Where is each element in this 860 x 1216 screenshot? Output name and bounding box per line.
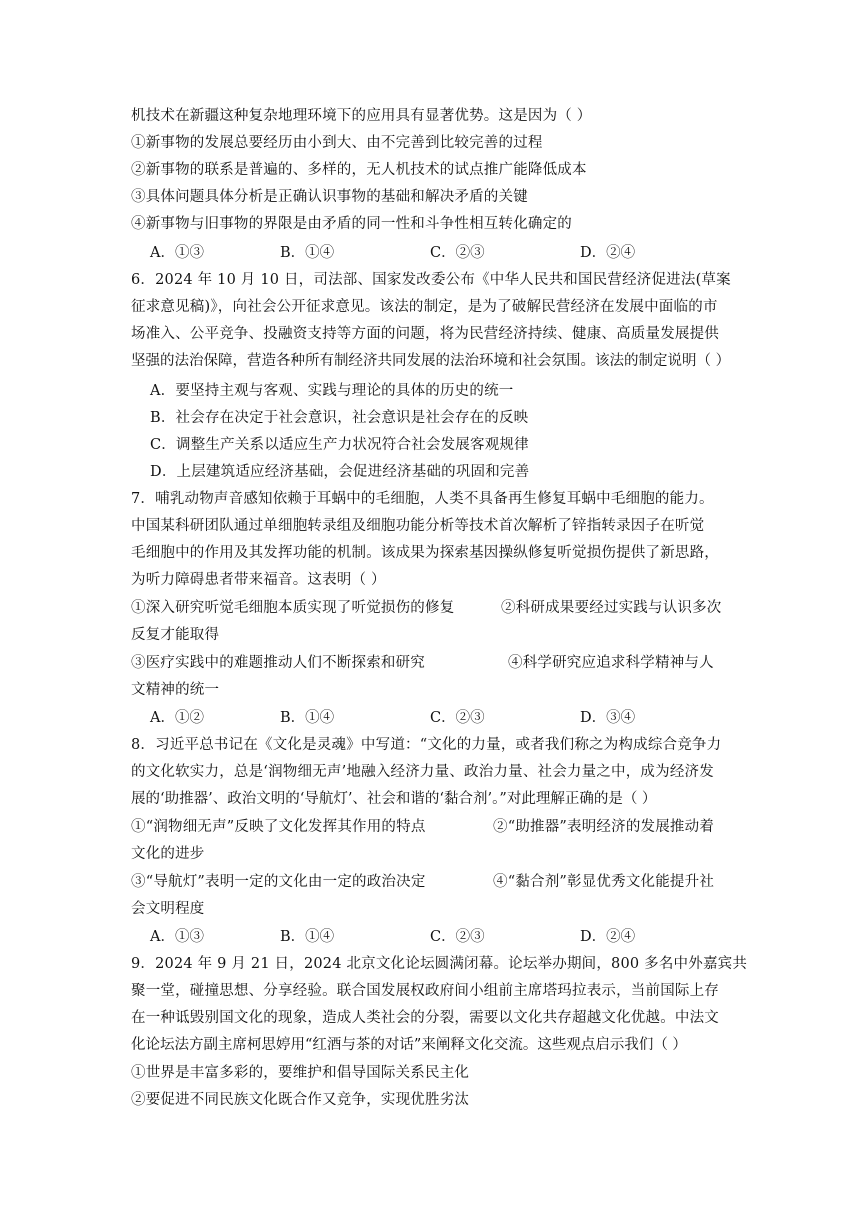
q7-statement-4-cont: 文精神的统一: [131, 682, 220, 698]
q6-option-a: A．要坚持主观与客观、实践与理论的具体的历史的统一: [150, 383, 514, 399]
q8-statement-4-cont: 会文明程度: [131, 901, 205, 917]
q7-option-b: B．①④: [280, 710, 335, 726]
q8-option-d: D．②④: [580, 929, 636, 945]
q5-statement-3: ③具体问题具体分析是正确认识事物的基础和解决矛盾的关键: [131, 189, 528, 205]
q7-option-c: C．②③: [430, 710, 485, 726]
q6-stem-4: 坚强的法治保障，营造各种所有制经济共同发展的法治环境和社会氛围。该法的制定说明（ ）: [131, 353, 731, 369]
q5-statement-2: ②新事物的联系是普遍的、多样的，无人机技术的试点推广能降低成本: [131, 162, 587, 178]
q6-stem-3: 场准入、公平竞争、投融资支持等方面的问题，将为民营经济持续、健康、高质量发展提供: [131, 326, 719, 342]
q8-option-b: B．①④: [280, 929, 335, 945]
q5-stem-tail: 机技术在新疆这种复杂地理环境下的应用具有显著优势。这是因为（ ）: [131, 108, 592, 124]
q5-option-a: A．①③: [150, 245, 204, 261]
q5-option-d: D．②④: [580, 245, 636, 261]
q8-statement-3: ③“导航灯”表明一定的文化由一定的政治决定: [131, 874, 426, 890]
q7-option-d: D．③④: [580, 710, 636, 726]
q6-option-d: D．上层建筑适应经济基础，会促进经济基础的巩固和完善: [150, 464, 530, 480]
q9-statement-1: ①世界是丰富多彩的，要维护和倡导国际关系民主化: [131, 1065, 470, 1081]
q7-stem-4: 为听力障碍患者带来福音。这表明（ ）: [131, 572, 386, 588]
q8-statement-1: ①“润物细无声”反映了文化发挥其作用的特点: [131, 819, 426, 835]
q6-stem-1: 6．2024 年 10 月 10 日，司法部、国家发改委公布《中华人民共和国民营经济促进法(草案: [131, 272, 731, 288]
q9-stem-1: 9．2024 年 9 月 21 日，2024 北京文化论坛圆满闭幕。论坛举办期间，800 多名中外嘉宾共: [131, 956, 748, 972]
q8-statement-4: ④“黏合剂”彰显优秀文化能提升社: [493, 874, 715, 890]
q9-statement-2: ②要促进不同民族文化既合作又竞争，实现优胜劣汰: [131, 1092, 470, 1108]
q8-statements-row-2: [131, 872, 731, 892]
q7-stem-3: 毛细胞中的作用及其发挥功能的机制。该成果为探索基因操纵修复听觉损伤提供了新思路，: [131, 545, 719, 561]
q9-stem-2: 聚一堂，碰撞思想、分享经验。联合国发展权政府间小组前主席塔玛拉表示，当前国际上存: [131, 983, 719, 999]
q8-statement-2-cont: 文化的进步: [131, 846, 205, 862]
q7-statements-row-2: [131, 653, 731, 673]
q8-option-a: A．①③: [150, 929, 204, 945]
q8-stem-2: 的文化软实力，总是‘润物细无声’地融入经济力量、政治力量、社会力量之中，成为经济发: [131, 764, 714, 780]
q8-stem-1: 8．习近平总书记在《文化是灵魂》中写道：“文化的力量，或者我们称之为构成综合竞争力: [131, 737, 722, 753]
q5-statement-1: ①新事物的发展总要经历由小到大、由不完善到比较完善的过程: [131, 135, 543, 151]
q8-statements-row-1: [131, 817, 731, 837]
q6-option-b: B．社会存在决定于社会意识，社会意识是社会存在的反映: [150, 410, 529, 426]
q7-statement-2-cont: 反复才能取得: [131, 627, 220, 643]
q7-stem-2: 中国某科研团队通过单细胞转录组及细胞功能分析等技术首次解析了锌指转录因子在听觉: [131, 518, 705, 534]
q7-statement-3: ③医疗实践中的难题推动人们不断探索和研究: [131, 655, 425, 671]
q9-stem-3: 在一种诋毁别国文化的现象，造成人类社会的分裂，需要以文化共存超越文化优越。中法文: [131, 1010, 719, 1026]
q7-option-a: A．①②: [150, 710, 204, 726]
q5-statement-4: ④新事物与旧事物的界限是由矛盾的同一性和斗争性相互转化确定的: [131, 216, 572, 232]
q8-statement-2: ②“助推器”表明经济的发展推动着: [493, 819, 715, 835]
q7-statement-1: ①深入研究听觉毛细胞本质实现了听觉损伤的修复: [131, 600, 455, 616]
q7-statements-row-1: [131, 598, 731, 618]
q8-option-c: C．②③: [430, 929, 485, 945]
q5-option-c: C．②③: [430, 245, 485, 261]
q7-stem-1: 7．哺乳动物声音感知依赖于耳蜗中的毛细胞，人类不具备再生修复耳蜗中毛细胞的能力。: [131, 491, 714, 507]
q9-stem-4: 化论坛法方副主席柯思婷用“红酒与茶的对话”来阐释文化交流。这些观点启示我们（ ）: [131, 1037, 687, 1053]
q6-option-c: C．调整生产关系以适应生产力状况符合社会发展客观规律: [150, 437, 529, 453]
q5-option-b: B．①④: [280, 245, 335, 261]
q6-stem-2: 征求意见稿)》，向社会公开征求意见。该法的制定，是为了破解民营经济在发展中面临的市: [131, 299, 718, 315]
q7-statement-2: ②科研成果要经过实践与认识多次: [501, 600, 722, 616]
q8-stem-3: 展的‘助推器’、政治文明的‘导航灯’、社会和谐的‘黏合剂’。”对此理解正确的是（ ）: [131, 791, 657, 807]
q7-statement-4: ④科学研究应追求科学精神与人: [508, 655, 714, 671]
